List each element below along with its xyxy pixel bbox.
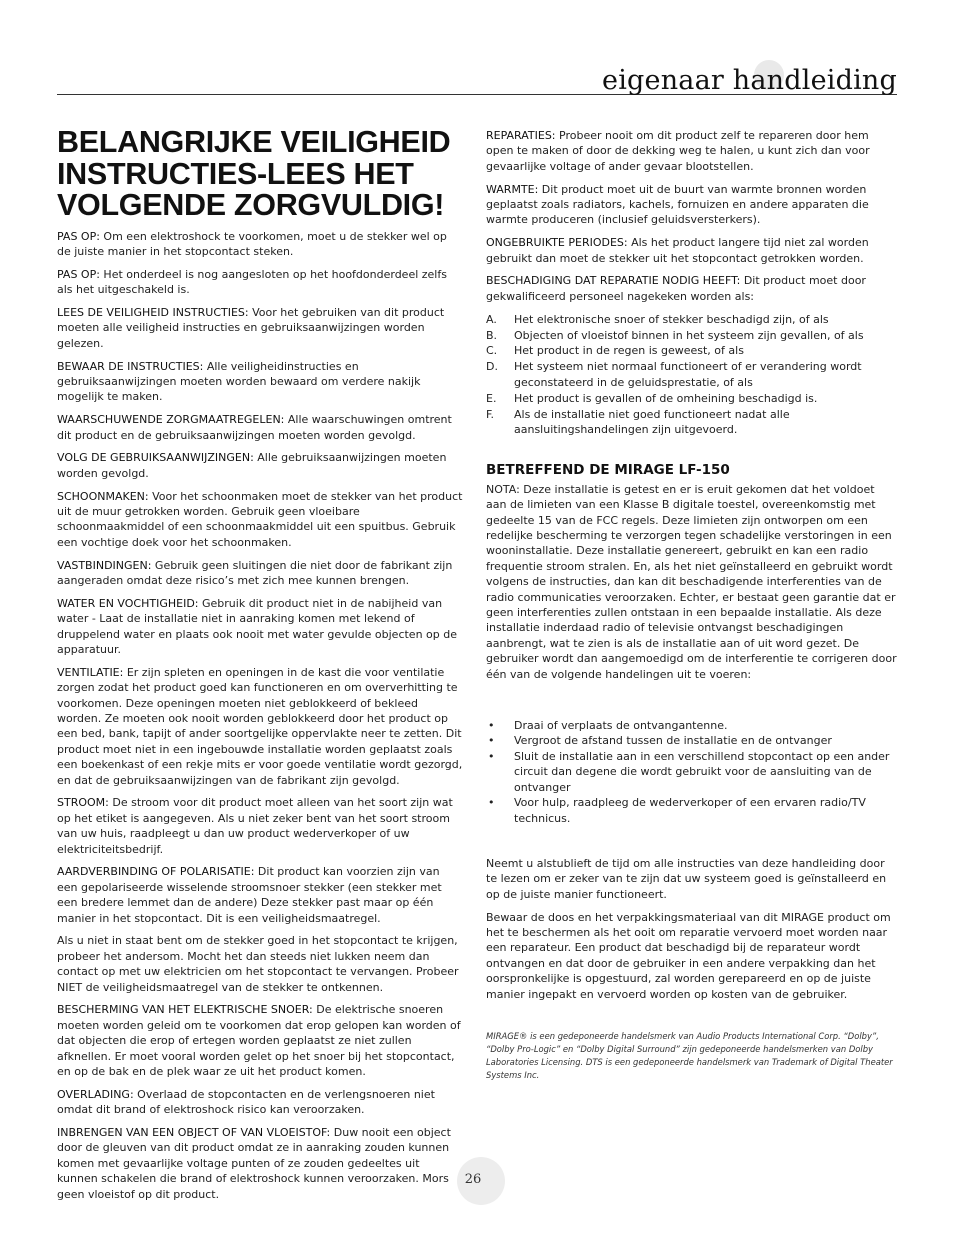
- closing-paragraph: Neemt u alstublieft de tijd om alle instructies van deze handleiding door te lezen om er zeker van te zijn dat uw systeem goed is geïnstalleerd en op de juiste manier functioneert.: [486, 856, 887, 901]
- instruction-paragraph: [57, 489, 463, 551]
- instruction-paragraph: [57, 665, 463, 788]
- list-item-text: Objecten of vloeistof binnen in het systeem zijn gevallen, of als: [514, 328, 864, 342]
- safety-instructions: [57, 229, 463, 1203]
- list-item-text: Het systeem niet normaal functioneert of er verandering wordt geconstateerd in de geluidsprestatie, of als: [514, 360, 862, 389]
- list-item-text: Als de installatie niet goed functioneert nadat alle aansluitingshandelingen zijn uitgevoerd.: [514, 407, 790, 436]
- instruction-paragraph: [486, 235, 898, 266]
- instruction-paragraph: [486, 128, 898, 174]
- instruction-term: WARMTE:: [486, 182, 539, 196]
- instruction-text: Duw nooit een object door de gleuven van dit product omdat ze in aanraking zouden kunnen komen met gevaarlijke voltage punten of ze zouden gedeeltes uit kunnen schakelen die brand of elektroshock kunnen veroorzaken. Mors geen vloeistof op dit product.: [57, 1126, 451, 1201]
- list-item-text: Vergroot de afstand tussen de installatie en de ontvanger: [514, 734, 832, 748]
- damage-conditions-list: [486, 312, 898, 438]
- instruction-term: OVERLADING:: [57, 1087, 134, 1101]
- list-item-text: Het elektronische snoer of stekker beschadigd zijn, of als: [514, 312, 829, 326]
- instruction-paragraph: [57, 795, 463, 857]
- instruction-text: Als u niet in staat bent om de stekker goed in het stopcontact te krijgen, probeer het andersom. Mocht het dan steeds niet lukken neem dan contact op met uw elektricien om het stopcontact te vervangen. Probeer NIET de veiligheidsmaatregel van de stekker te ontkennen.: [57, 934, 459, 994]
- damage-list-item: [486, 312, 898, 327]
- safety-instructions-continued: [486, 128, 898, 304]
- instruction-text: Gebruik geen sluitingen die niet door de fabrikant zijn aangeraden omdat deze risico’s met zich mee kunnen brengen.: [57, 558, 453, 587]
- instruction-text: Probeer nooit om dit product zelf te repareren door hem open te maken of door de dekking weg te halen, u kunt zich dan voor gevaarlijke voltage of ander gevaar blootstellen.: [486, 129, 870, 173]
- instruction-paragraph: [57, 1125, 463, 1202]
- instruction-text: Alle gebruiksaanwijzingen moeten worden gevolgd.: [57, 451, 447, 480]
- instruction-paragraph: [57, 1002, 463, 1079]
- instruction-term: ONGEBRUIKTE PERIODES:: [486, 236, 628, 250]
- instruction-text: Om een elektroshock te voorkomen, moet u de stekker wel op de juiste manier in het stopcontact steken.: [57, 229, 447, 258]
- instruction-term: PAS OP:: [57, 267, 100, 281]
- instruction-text: Alle waarschuwingen omtrent dit product en de gebruiksaanwijzingen moeten worden gevolgd.: [57, 413, 452, 442]
- instruction-text: Er zijn spleten en openingen in de kast die voor ventilatie zorgen zodat het product goed kan functioneren en om oververhitting te voorkomen. Deze openingen moeten niet geblokkeerd of bekleed worden. Ze moeten ook nooit worden geblokkeerd door het product op een bed, bank, tapijt of ander soortgelijke oppervlakte neer te zetten. Dit product moet niet in een ingebouwde installatie worden geplaatst zoals een boekenkast of een rekje mits er voor goede ventilatie wordt gezorgd, en dat de gebruiksaanwijzingen van de fabrikant zijn gevolgd.: [57, 665, 463, 787]
- remedy-list-item: [486, 733, 898, 748]
- instruction-paragraph: [57, 229, 463, 260]
- bullet-marker: •: [488, 749, 495, 763]
- damage-list-item: [486, 391, 898, 406]
- instruction-text: Dit product kan voorzien zijn van een gepolariseerde wisselende stroomsnoer stekker (een stekker met een bredere lemmet dan de andere) Deze stekker past maar op één manier in het stopcontact. Dit is een veiligheidsmaatregel.: [57, 865, 442, 925]
- instruction-term: STROOM:: [57, 796, 109, 810]
- instruction-term: INBRENGEN VAN EEN OBJECT OF VAN VLOEISTOF:: [57, 1126, 331, 1140]
- trademark-footnote: MIRAGE® is een gedeponeerde handelsmerk van Audio Products International Corp. “Dolby”, “Dolby Pro-Logic” en “Dolby Digital Surround” zijn gedeponeerde handelsmerken van Dolby Laboratories Licensing. DTS is een gedeponeerde handelsmerk van Trademark of Digital Theater Systems Inc.: [486, 1030, 893, 1080]
- instruction-text: Voor het schoonmaken moet de stekker van het product uit de muur getrokken worden. Gebruik geen vloeibare schoonmaakmiddel of een schoonmaakmiddel uit een spuitbus. Gebruik een vochtige doek voor het schoonmaken.: [57, 489, 463, 549]
- instruction-term: VASTBINDINGEN:: [57, 558, 152, 572]
- instruction-term: WATER EN VOCHTIGHEID:: [57, 596, 199, 610]
- fcc-nota: NOTA: Deze installatie is getest en er is eruit gekomen dat het voldoet aan de limieten van een Klasse B digitale toestel, overeenkomstig met gedeelte 15 van de FCC regels. Deze limieten zijn ontworpen om een redelijke bescherming te verzorgen tegen schadelijke verstoringen in een wooninstallatie. Deze installatie genereert, gebruikt en kan een radio frequentie stroom stralen. En, als het niet geïnstalleerd en gebruikt wordt volgens de instructies, dan kan dit beschadigende interferenties van de radio communicaties veroorzaken. Echter, er bestaat geen garantie dat er geen interferenties zullen ontstaan in een bepaalde installatie. Als deze installatie inderdaad radio of televisie ontvangst beschadigingen aanbrengt, wat te zien is als de installatie aan of uit word gezet. De gebruiker wordt dan aangemoedigd om de interferentie te corrigeren door één van de volgende handelingen uit te voeren:: [486, 482, 897, 681]
- instruction-text: De elektrische snoeren moeten worden geleid om te voorkomen dat erop gelopen kan worden of dat objecten die erop of ertegen worden geplaatst ze niet zullen afknellen. Er moet vooral worden gelet op het snoer bij het stopcontact, en op de bak en de plek waar ze uit het product komen.: [57, 1003, 461, 1079]
- bullet-marker: •: [488, 734, 495, 748]
- remedy-list-item: [486, 718, 898, 733]
- bullet-marker: •: [488, 719, 495, 733]
- instruction-term: LEES DE VEILIGHEID INSTRUCTIES:: [57, 305, 249, 319]
- instruction-text: Als het product langere tijd niet zal worden gebruikt dan moet de stekker uit het stopcontact getrokken worden.: [486, 236, 869, 265]
- instruction-term: VENTILATIE:: [57, 665, 124, 679]
- remedy-list-item: [486, 795, 898, 826]
- interference-remedies-list: [486, 718, 898, 826]
- right-column: [486, 128, 898, 1082]
- instruction-term: WAARSCHUWENDE ZORGMAATREGELEN:: [57, 413, 285, 427]
- damage-list-item: [486, 343, 898, 358]
- instruction-paragraph: [57, 305, 463, 351]
- list-marker: E.: [486, 391, 497, 405]
- damage-list-item: [486, 407, 898, 438]
- instruction-text: Het onderdeel is nog aangesloten op het hoofdonderdeel zelfs als het uitgeschakeld is.: [57, 267, 447, 297]
- instruction-paragraph: [57, 596, 463, 658]
- instruction-text: Dit product moet uit de buurt van warmte bronnen worden geplaatst zoals radiators, kachels, fornuizen en andere apparaten die warmte produceren (inclusief geluidsversterkers).: [486, 182, 869, 227]
- instruction-term: BESCHERMING VAN HET ELEKTRISCHE SNOER:: [57, 1003, 313, 1017]
- closing-paragraphs: [486, 856, 898, 1002]
- list-marker: B.: [486, 328, 498, 342]
- instruction-paragraph: [57, 359, 463, 405]
- instruction-text: Voor het gebruiken van dit product moeten alle veiligheid instructies en gebruiksaanwijzingen worden gelezen.: [57, 305, 445, 350]
- closing-paragraph: Bewaar de doos en het verpakkingsmateriaal van dit MIRAGE product om het te beschermen als het ooit om reparatie vervoerd moet worden naar een reparateur. Een product dat beschadigd bij de reparateur wordt ontvangen en dat door de gebruiker in een andere verpakking dan het oorspronkelijke is opgestuurd, zal worden gerepareerd en op de juiste manier ingepakt en vervoerd worden op kosten van de gebruiker.: [486, 910, 891, 1001]
- instruction-term: PAS OP:: [57, 229, 100, 243]
- instruction-text: Alle veiligheidinstructies en gebruiksaanwijzingen moeten worden bewaard om verdere nakijk mogelijk te maken.: [57, 359, 421, 404]
- page-number: 26: [464, 1172, 482, 1187]
- instruction-term: VOLG DE GEBRUIKSAANWIJZINGEN:: [57, 451, 254, 465]
- list-marker: F.: [486, 407, 495, 421]
- instruction-term: BEWAAR DE INSTRUCTIES:: [57, 359, 204, 373]
- instruction-paragraph: [486, 273, 898, 304]
- instruction-term: SCHOONMAKEN:: [57, 489, 149, 503]
- instruction-text: Gebruik dit product niet in de nabijheid van water - Laat de installatie niet in aanraking komen met lekend of druppelend water en plaats ook nooit met water gevulde objecten op de apparatuur.: [57, 596, 457, 656]
- list-item-text: Het product in de regen is geweest, of als: [514, 344, 744, 358]
- list-item-text: Sluit de installatie aan in een verschillend stopcontact op een ander circuit dan degene die wordt gebruikt voor de aansluiting van de ontvanger: [514, 749, 890, 794]
- list-item-text: Draai of verplaats de ontvangantenne.: [514, 719, 728, 733]
- left-column: [57, 127, 463, 1210]
- list-item-text: Het product is gevallen of de omheining beschadigd is.: [514, 391, 818, 405]
- instruction-paragraph: [57, 1087, 463, 1118]
- instruction-text: Overlaad de stopcontacten en de verlengsnoeren niet omdat dit brand of elektroshock risico kan veroorzaken.: [57, 1087, 435, 1117]
- instruction-paragraph: [57, 864, 463, 926]
- instruction-paragraph: [57, 558, 463, 589]
- safety-heading: BELANGRIJKE VEILIGHEID INSTRUCTIES-LEES HET VOLGENDE ZORGVULDIG!: [57, 125, 451, 222]
- instruction-paragraph: [57, 267, 463, 298]
- instruction-term: AARDVERBINDING OF POLARISATIE:: [57, 865, 255, 879]
- remedy-list-item: [486, 749, 898, 795]
- instruction-paragraph: [57, 412, 463, 443]
- header-title: eigenaar handleiding: [602, 65, 897, 96]
- instruction-paragraph: [486, 182, 898, 228]
- instruction-paragraph: [57, 450, 463, 481]
- list-marker: A.: [486, 312, 497, 326]
- instruction-term: REPARATIES:: [486, 129, 556, 142]
- instruction-text: Dit product moet door gekwalificeerd personeel nagekeken worden als:: [486, 274, 866, 303]
- list-item-text: Voor hulp, raadpleeg de wederverkoper of een ervaren radio/TV technicus.: [514, 796, 866, 825]
- damage-list-item: [486, 328, 898, 343]
- mirage-heading: BETREFFEND DE MIRAGE LF-150: [486, 462, 730, 479]
- damage-list-item: [486, 359, 898, 390]
- list-marker: C.: [486, 344, 498, 358]
- list-marker: D.: [486, 360, 498, 374]
- instruction-term: BESCHADIGING DAT REPARATIE NODIG HEEFT:: [486, 274, 741, 288]
- instruction-paragraph: [57, 933, 463, 995]
- page-header: [57, 58, 897, 95]
- instruction-text: De stroom voor dit product moet alleen van het soort zijn wat op het etiket is aangegeven. Als u niet zeker bent van het soort stroom van uw huis, raadpleegt u dan uw product wederverkoper of uw elektriciteitsbedrijf.: [57, 796, 453, 856]
- bullet-marker: •: [488, 796, 495, 810]
